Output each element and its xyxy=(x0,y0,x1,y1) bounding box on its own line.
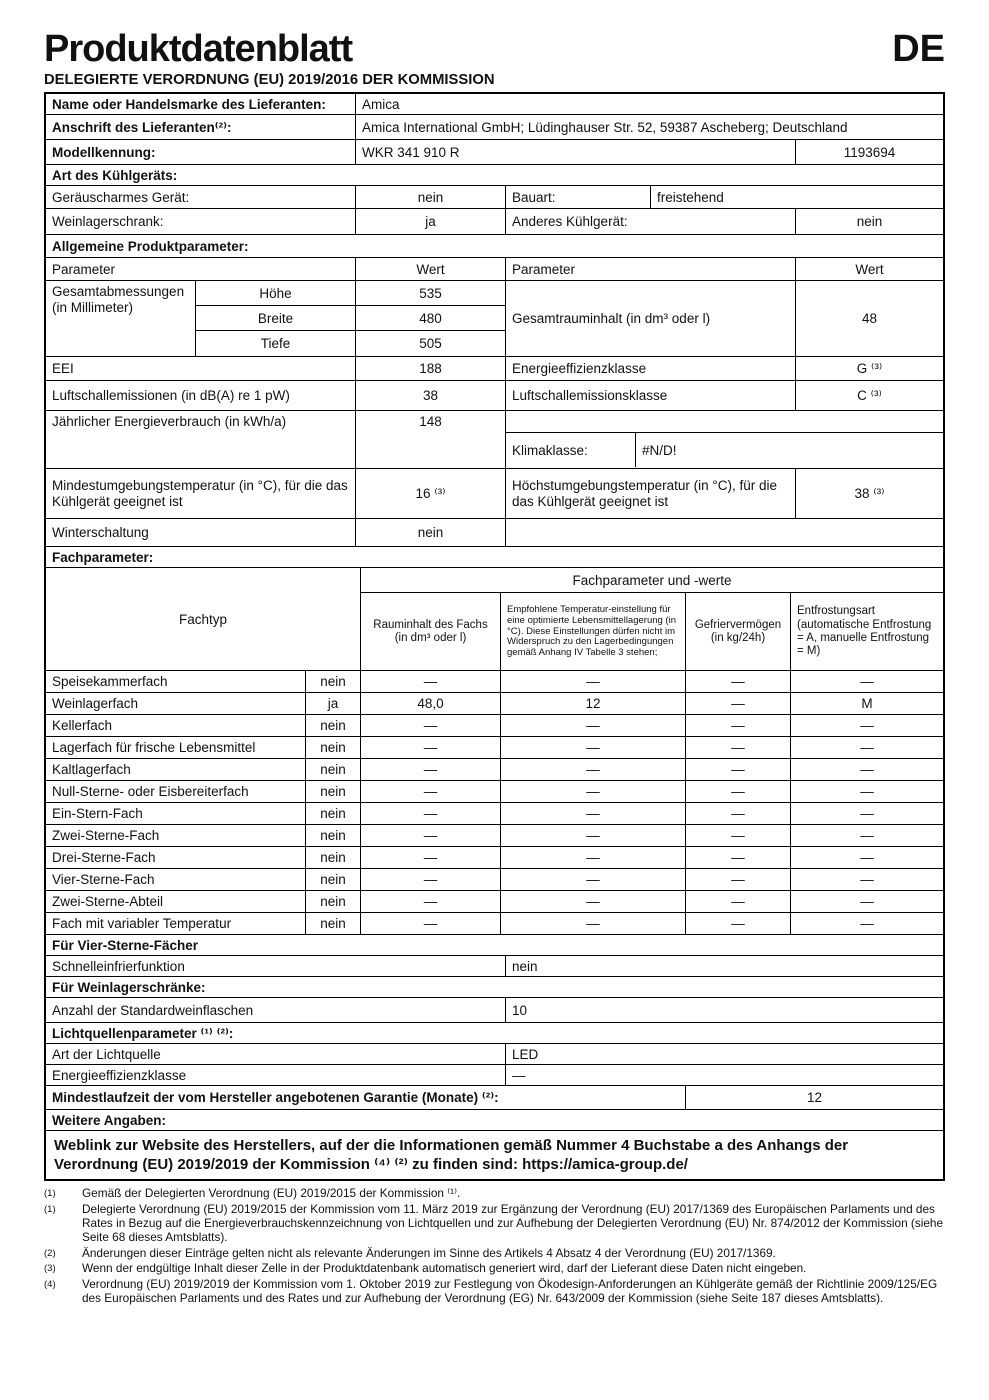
footnote-text: Delegierte Verordnung (EU) 2019/2015 der Kommission vom 11. März 2019 zur Ergänzung der Verordnung (EU) 2017/1369 des Europäischen Parlaments und des Rates in Bezug auf die Energieverbrauchskennzeichnung von Lichtquellen und zur Aufhebung der Delegierten Verordnung (EU) Nr. 874/2012 der Kommission (siehe Seite 68 dieses Amtsblatts). xyxy=(82,1202,944,1244)
compartment-name: Vier-Sterne-Fach xyxy=(46,869,306,890)
annual-energy-value: 148 xyxy=(356,411,506,468)
section-general-title: Allgemeine Produktparameter: xyxy=(52,238,249,254)
compartment-present: nein xyxy=(306,671,361,692)
light-source-row xyxy=(46,1044,943,1065)
max-temp-label: Höchstumgebungstemperatur (in °C), für die das Kühlgerät geeignet ist xyxy=(506,469,796,518)
fast-freeze-value: nein xyxy=(512,958,538,974)
compartment-freeze: — xyxy=(686,737,791,758)
energy-class-value: G ⁽³⁾ xyxy=(856,361,883,377)
light-class-row xyxy=(46,1065,943,1086)
compartment-row xyxy=(46,847,943,869)
compartment-defrost: M xyxy=(861,696,873,712)
empty-cell xyxy=(506,519,943,546)
section-four-star-title: Für Vier-Sterne-Fächer xyxy=(52,937,199,953)
compartment-volume: 48,0 xyxy=(361,693,501,714)
footnote xyxy=(44,1278,945,1306)
supplier-name-value: Amica xyxy=(362,96,400,112)
quiet-appliance-row xyxy=(46,186,943,209)
footnote-text: Änderungen dieser Einträge gelten nicht als relevante Änderungen im Sinne des Artikels 4 Absatz 4 der Verordnung (EU) 2017/1369. xyxy=(82,1245,776,1260)
footnote xyxy=(44,1247,945,1261)
compartment-defrost: — xyxy=(860,740,874,756)
empty-cell xyxy=(506,411,943,432)
compartment-volume: — xyxy=(361,803,501,824)
compartment-temp: — xyxy=(501,715,686,736)
climate-class-label: Klimaklasse: xyxy=(506,433,636,467)
compartments-header-row xyxy=(46,568,943,671)
footnote-marker: (3) xyxy=(44,1263,56,1275)
other-appliance-label: Anderes Kühlgerät: xyxy=(506,209,796,234)
noise-row xyxy=(46,381,943,411)
compartment-name: Fach mit variabler Temperatur xyxy=(46,913,306,934)
footnote-marker: (1) xyxy=(44,1188,56,1200)
compartment-present: nein xyxy=(306,847,361,868)
compartment-temp: — xyxy=(501,847,686,868)
compartment-present: nein xyxy=(306,759,361,780)
noise-value: 38 xyxy=(356,381,506,410)
compartment-volume: — xyxy=(361,715,501,736)
supplier-name-label: Name oder Handelsmarke des Lieferanten: xyxy=(46,94,356,114)
compartment-defrost: — xyxy=(860,916,874,932)
design-type-label: Bauart: xyxy=(506,186,651,208)
dimension-value: 535 xyxy=(419,285,442,301)
compartment-present: nein xyxy=(306,803,361,824)
section-general-header xyxy=(46,235,943,258)
climate-subtable xyxy=(506,411,943,468)
compartment-type-header: Fachtyp xyxy=(46,568,361,670)
footnote-marker: (1) xyxy=(44,1204,56,1216)
value-header-left: Wert xyxy=(356,258,506,280)
fast-freeze-row xyxy=(46,956,943,977)
quiet-appliance-label: Geräuscharmes Gerät: xyxy=(46,186,356,208)
compartment-present: nein xyxy=(306,715,361,736)
weblink-text: Weblink zur Website des Herstellers, auf der die Informationen gemäß Nummer 4 Buchstabe a des Anhangs der Verordnung (EU) 2019/2019 der Kommission ⁽⁴⁾ ⁽²⁾ zu finden sind: https://amica-group.de/ xyxy=(54,1136,849,1174)
dimension-value: 505 xyxy=(419,336,442,352)
title-bar xyxy=(44,30,945,70)
compartment-freeze: — xyxy=(686,759,791,780)
bottle-count-value: 10 xyxy=(512,1002,528,1018)
compartment-volume: — xyxy=(361,891,501,912)
min-temp-value: 16 ⁽³⁾ xyxy=(356,469,506,518)
annual-energy-row xyxy=(46,411,943,469)
section-type-title: Art des Kühlgeräts: xyxy=(52,167,178,183)
compartments-header-subtable xyxy=(361,568,943,670)
warranty-row xyxy=(46,1086,943,1110)
compartment-defrost: — xyxy=(860,806,874,822)
compartment-present: ja xyxy=(306,693,361,714)
dimension-name: Tiefe xyxy=(196,331,356,356)
compartment-row xyxy=(46,737,943,759)
compartment-name: Zwei-Sterne-Abteil xyxy=(46,891,306,912)
compartment-present: nein xyxy=(306,869,361,890)
model-value: WKR 341 910 R xyxy=(356,140,796,164)
compartment-temp: — xyxy=(501,737,686,758)
compartment-volume: — xyxy=(361,847,501,868)
eei-value: 188 xyxy=(356,357,506,380)
compartment-row xyxy=(46,869,943,891)
section-compartments-header xyxy=(46,547,943,568)
dimension-row xyxy=(196,331,505,356)
dimensions-row xyxy=(46,281,943,357)
footnote-text: Verordnung (EU) 2019/2019 der Kommission vom 1. Oktober 2019 zur Festlegung von Ökodesign-Anforderungen an Kühlgeräte gemäß der Richtlinie 2009/125/EG des Europäischen Parlaments und des Rates und zur Aufhebung der Verordnung (EG) Nr. 643/2009 der Kommission (siehe Seite 187 dieses Amtsblatts). xyxy=(82,1277,938,1305)
compartment-freeze: — xyxy=(686,891,791,912)
value-header-right: Wert xyxy=(855,261,884,277)
winter-setting-value: nein xyxy=(356,519,506,546)
col-volume-header: Rauminhalt des Fachs (in dm³ oder l) xyxy=(361,593,501,670)
compartment-name: Drei-Sterne-Fach xyxy=(46,847,306,868)
warranty-label: Mindestlaufzeit der vom Hersteller angebotenen Garantie (Monate) ⁽²⁾: xyxy=(46,1086,686,1109)
col-temp-header: Empfohlene Temperatur-einstellung für eine optimierte Lebensmittellagerung (in °C). Diese Einstellungen dürfen nicht im Widerspruch zu den Lagerbedingungen gemäß Anhang IV Tabelle 3 stehen; xyxy=(501,593,686,670)
climate-class-row xyxy=(506,433,943,467)
compartment-present: nein xyxy=(306,737,361,758)
ambient-temp-row xyxy=(46,469,943,519)
weblink-row xyxy=(46,1131,943,1179)
compartment-name: Kellerfach xyxy=(46,715,306,736)
section-wine-header xyxy=(46,977,943,998)
dimension-name: Höhe xyxy=(196,281,356,305)
supplier-name-row xyxy=(46,94,943,115)
total-volume-label: Gesamtrauminhalt (in dm³ oder l) xyxy=(506,281,796,356)
annual-energy-label: Jährlicher Energieverbrauch (in kWh/a) xyxy=(46,411,356,468)
compartment-temp: — xyxy=(501,671,686,692)
compartment-row xyxy=(46,759,943,781)
model-label: Modellkennung: xyxy=(46,140,356,164)
wine-storage-row xyxy=(46,209,943,235)
footnotes xyxy=(44,1187,945,1305)
compartment-defrost: — xyxy=(860,784,874,800)
winter-setting-row xyxy=(46,519,943,547)
footnote-marker: (2) xyxy=(44,1247,56,1259)
compartment-defrost: — xyxy=(860,762,874,778)
page-title: Produktdatenblatt xyxy=(44,28,353,70)
compartment-volume: — xyxy=(361,737,501,758)
dimension-row xyxy=(196,306,505,331)
compartment-volume: — xyxy=(361,825,501,846)
param-header-left: Parameter xyxy=(46,258,356,280)
model-row xyxy=(46,140,943,165)
min-temp-label: Mindestumgebungstemperatur (in °C), für die das Kühlgerät geeignet ist xyxy=(46,469,356,518)
compartment-name: Weinlagerfach xyxy=(46,693,306,714)
compartment-name: Ein-Stern-Fach xyxy=(46,803,306,824)
section-wine-title: Für Weinlagerschränke: xyxy=(52,979,206,995)
footnote-text: Gemäß der Delegierten Verordnung (EU) 2019/2015 der Kommission ⁽¹⁾. xyxy=(82,1186,461,1201)
compartment-name: Zwei-Sterne-Fach xyxy=(46,825,306,846)
design-type-value: freistehend xyxy=(657,189,724,205)
section-compartments-title: Fachparameter: xyxy=(52,549,154,565)
compartment-temp: — xyxy=(501,913,686,934)
compartment-defrost: — xyxy=(860,894,874,910)
compartment-column-headers xyxy=(361,593,943,670)
light-class-label: Energieeffizienzklasse xyxy=(46,1065,506,1085)
light-source-label: Art der Lichtquelle xyxy=(46,1044,506,1064)
section-type-header xyxy=(46,165,943,186)
compartment-row xyxy=(46,825,943,847)
compartment-temp: — xyxy=(501,825,686,846)
noise-class-value: C ⁽³⁾ xyxy=(857,388,882,404)
compartment-defrost: — xyxy=(860,872,874,888)
compartment-freeze: — xyxy=(686,781,791,802)
compartment-temp: — xyxy=(501,869,686,890)
compartment-freeze: — xyxy=(686,803,791,824)
max-temp-value: 38 ⁽³⁾ xyxy=(854,486,885,502)
noise-label: Luftschallemissionen (in dB(A) re 1 pW) xyxy=(46,381,356,410)
noise-class-label: Luftschallemissionsklasse xyxy=(506,381,796,410)
compartment-present: nein xyxy=(306,781,361,802)
footnote-marker: (4) xyxy=(44,1279,56,1291)
compartment-row xyxy=(46,781,943,803)
compartment-freeze: — xyxy=(686,847,791,868)
compartment-name: Null-Sterne- oder Eisbereiterfach xyxy=(46,781,306,802)
compartment-defrost: — xyxy=(860,828,874,844)
wine-storage-value: ja xyxy=(356,209,506,234)
total-volume-value: 48 xyxy=(861,311,878,327)
compartment-defrost: — xyxy=(860,718,874,734)
winter-setting-label: Winterschaltung xyxy=(46,519,356,546)
footnote xyxy=(44,1187,945,1201)
supplier-address-row xyxy=(46,115,943,140)
compartment-name: Lagerfach für frische Lebensmittel xyxy=(46,737,306,758)
compartment-freeze: — xyxy=(686,693,791,714)
compartment-row xyxy=(46,913,943,935)
footnote xyxy=(44,1203,945,1244)
section-additional-title: Weitere Angaben: xyxy=(52,1112,167,1128)
compartment-freeze: — xyxy=(686,715,791,736)
energy-class-label: Energieeffizienzklasse xyxy=(506,357,796,380)
compartment-volume: — xyxy=(361,671,501,692)
compartment-temp: — xyxy=(501,759,686,780)
dimensions-subtable xyxy=(196,281,506,356)
col-freeze-header: Gefriervermögen (in kg/24h) xyxy=(686,593,791,670)
dimension-row xyxy=(196,281,505,306)
language-code: DE xyxy=(892,28,945,70)
compartment-row xyxy=(46,891,943,913)
light-source-value: LED xyxy=(512,1046,539,1062)
regulation-subtitle: DELEGIERTE VERORDNUNG (EU) 2019/2016 DER KOMMISSION xyxy=(44,71,495,88)
warranty-value: 12 xyxy=(806,1090,823,1106)
compartment-name: Speisekammerfach xyxy=(46,671,306,692)
col-defrost-header: Entfrostungsart (automatische Entfrostung = A, manuelle Entfrostung = M) xyxy=(797,605,932,658)
compartment-temp: — xyxy=(501,803,686,824)
fast-freeze-label: Schnelleinfrierfunktion xyxy=(46,956,506,976)
compartment-values-header-row xyxy=(361,568,943,593)
light-class-value: — xyxy=(512,1067,526,1083)
compartment-defrost: — xyxy=(860,674,874,690)
dimensions-label: Gesamtabmessungen (in Millimeter) xyxy=(46,281,196,356)
footnote-text: Wenn der endgültige Inhalt dieser Zelle in der Produktdatenbank automatisch generiert wird, darf der Lieferant diese Daten nicht eingeben. xyxy=(82,1261,807,1276)
compartment-freeze: — xyxy=(686,671,791,692)
bottle-count-label: Anzahl der Standardweinflaschen xyxy=(46,998,506,1022)
section-four-star-header xyxy=(46,935,943,956)
compartment-row xyxy=(46,715,943,737)
compartment-values-header: Fachparameter und -werte xyxy=(572,572,732,588)
other-appliance-value: nein xyxy=(856,214,883,230)
param-header-right: Parameter xyxy=(506,258,796,280)
wine-storage-label: Weinlagerschrank: xyxy=(46,209,356,234)
section-additional-header xyxy=(46,1110,943,1131)
compartment-volume: — xyxy=(361,869,501,890)
compartment-freeze: — xyxy=(686,869,791,890)
compartment-name: Kaltlagerfach xyxy=(46,759,306,780)
compartment-present: nein xyxy=(306,913,361,934)
compartment-row xyxy=(46,803,943,825)
supplier-address-label: Anschrift des Lieferanten⁽²⁾: xyxy=(46,115,356,139)
compartment-defrost: — xyxy=(860,850,874,866)
supplier-address-value: Amica International GmbH; Lüdinghauser Str. 52, 59387 Ascheberg; Deutschland xyxy=(362,119,848,135)
compartment-volume: — xyxy=(361,913,501,934)
section-light-title: Lichtquellenparameter ⁽¹⁾ ⁽²⁾: xyxy=(52,1025,234,1041)
compartment-temp: — xyxy=(501,781,686,802)
dimension-name: Breite xyxy=(196,306,356,330)
datasheet-table xyxy=(44,92,945,1181)
compartment-present: nein xyxy=(306,825,361,846)
compartment-row xyxy=(46,693,943,715)
dimension-value: 480 xyxy=(419,310,442,326)
footnote xyxy=(44,1262,945,1276)
compartment-temp: — xyxy=(501,891,686,912)
compartment-row xyxy=(46,671,943,693)
eei-row xyxy=(46,357,943,381)
climate-class-value: #N/D! xyxy=(642,442,677,458)
empty-subrow xyxy=(506,411,943,433)
compartment-temp: 12 xyxy=(501,693,686,714)
compartment-present: nein xyxy=(306,891,361,912)
compartment-freeze: — xyxy=(686,825,791,846)
quiet-appliance-value: nein xyxy=(356,186,506,208)
model-id: 1193694 xyxy=(843,144,896,160)
section-light-header xyxy=(46,1023,943,1044)
compartment-freeze: — xyxy=(686,913,791,934)
compartment-volume: — xyxy=(361,759,501,780)
bottle-count-row xyxy=(46,998,943,1023)
general-column-header-row xyxy=(46,258,943,281)
compartment-volume: — xyxy=(361,781,501,802)
eei-label: EEI xyxy=(46,357,356,380)
